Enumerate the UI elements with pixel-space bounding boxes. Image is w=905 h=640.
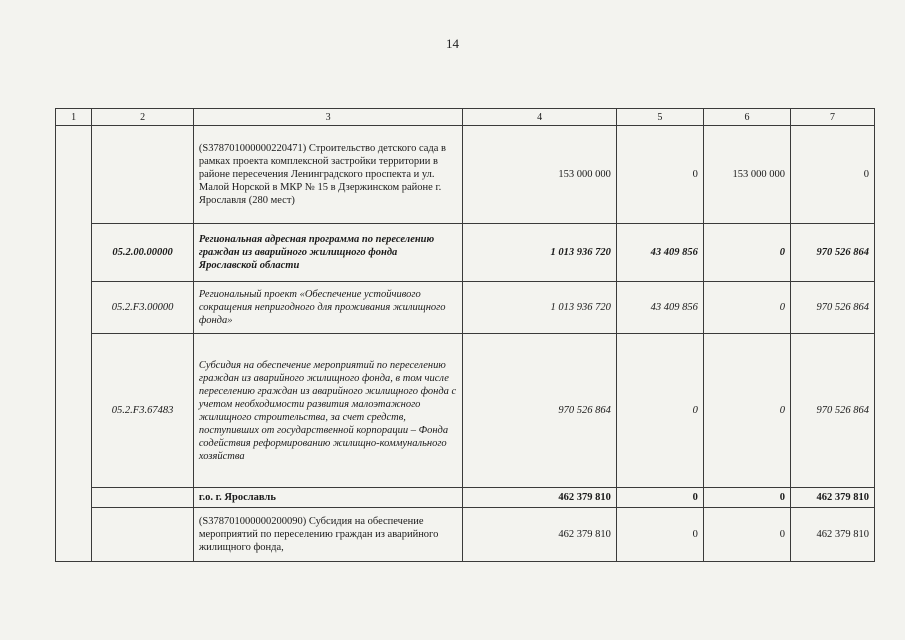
name-cell: (S378701000000200090) Субсидия на обеспечение мероприятий по переселению граждан из аварийного жилищного фонда, <box>193 508 463 562</box>
value-col4: 1 013 936 720 <box>463 282 616 334</box>
value-col4: 462 379 810 <box>463 488 616 508</box>
name-cell: г.о. г. Ярославль <box>193 488 463 508</box>
value-col4: 970 526 864 <box>463 334 616 488</box>
name-cell: Региональная адресная программа по переселению граждан из аварийного жилищного фонда Ярославской области <box>193 224 463 282</box>
column-1-cell <box>56 126 92 562</box>
value-col6: 0 <box>703 334 790 488</box>
value-col6: 0 <box>703 508 790 562</box>
column-header: 3 <box>193 109 463 126</box>
column-header: 5 <box>616 109 703 126</box>
name-cell: Субсидия на обеспечение мероприятий по переселению граждан из аварийного жилищного фонда, в том числе переселению граждан из аварийного жилищного фонда с учетом необходимости развития малоэтажного жилищного строительства, за счет средств, поступивших от государственной корпорации – Фонда содействия реформированию жилищно-коммунального хозяйства <box>193 334 463 488</box>
value-col5: 0 <box>616 126 703 224</box>
value-col4: 462 379 810 <box>463 508 616 562</box>
name-cell: Региональный проект «Обеспечение устойчивого сокращения непригодного для проживания жилищного фонда» <box>193 282 463 334</box>
table-row <box>56 126 875 224</box>
name-cell: (S378701000000220471) Строительство детского сада в рамках проекта комплексной застройки территории в районе пересечения Ленинградского проспекта и ул. Малой Норской в МКР № 15 в Дзержинском районе г. Ярославля (280 мест) <box>193 126 463 224</box>
value-col5: 43 409 856 <box>616 282 703 334</box>
budget-table <box>55 108 875 562</box>
code-cell: 05.2.F3.00000 <box>92 282 194 334</box>
value-col6: 0 <box>703 488 790 508</box>
code-cell <box>92 126 194 224</box>
code-cell <box>92 488 194 508</box>
table-row <box>56 488 875 508</box>
value-col4: 1 013 936 720 <box>463 224 616 282</box>
page-number: 14 <box>446 36 459 51</box>
value-col7: 970 526 864 <box>790 334 874 488</box>
column-header: 2 <box>92 109 194 126</box>
value-col6: 0 <box>703 282 790 334</box>
value-col7: 970 526 864 <box>790 282 874 334</box>
value-col4: 153 000 000 <box>463 126 616 224</box>
value-col7: 462 379 810 <box>790 508 874 562</box>
value-col6: 153 000 000 <box>703 126 790 224</box>
value-col5: 43 409 856 <box>616 224 703 282</box>
value-col7: 462 379 810 <box>790 488 874 508</box>
code-cell <box>92 508 194 562</box>
value-col7: 0 <box>790 126 874 224</box>
column-header: 4 <box>463 109 616 126</box>
table-header-row <box>56 109 875 126</box>
table-row <box>56 224 875 282</box>
column-header: 7 <box>790 109 874 126</box>
value-col6: 0 <box>703 224 790 282</box>
table-row <box>56 282 875 334</box>
table-row <box>56 334 875 488</box>
column-header: 6 <box>703 109 790 126</box>
code-cell: 05.2.00.00000 <box>92 224 194 282</box>
value-col7: 970 526 864 <box>790 224 874 282</box>
value-col5: 0 <box>616 508 703 562</box>
column-header: 1 <box>56 109 92 126</box>
code-cell: 05.2.F3.67483 <box>92 334 194 488</box>
value-col5: 0 <box>616 334 703 488</box>
value-col5: 0 <box>616 488 703 508</box>
table-row <box>56 508 875 562</box>
